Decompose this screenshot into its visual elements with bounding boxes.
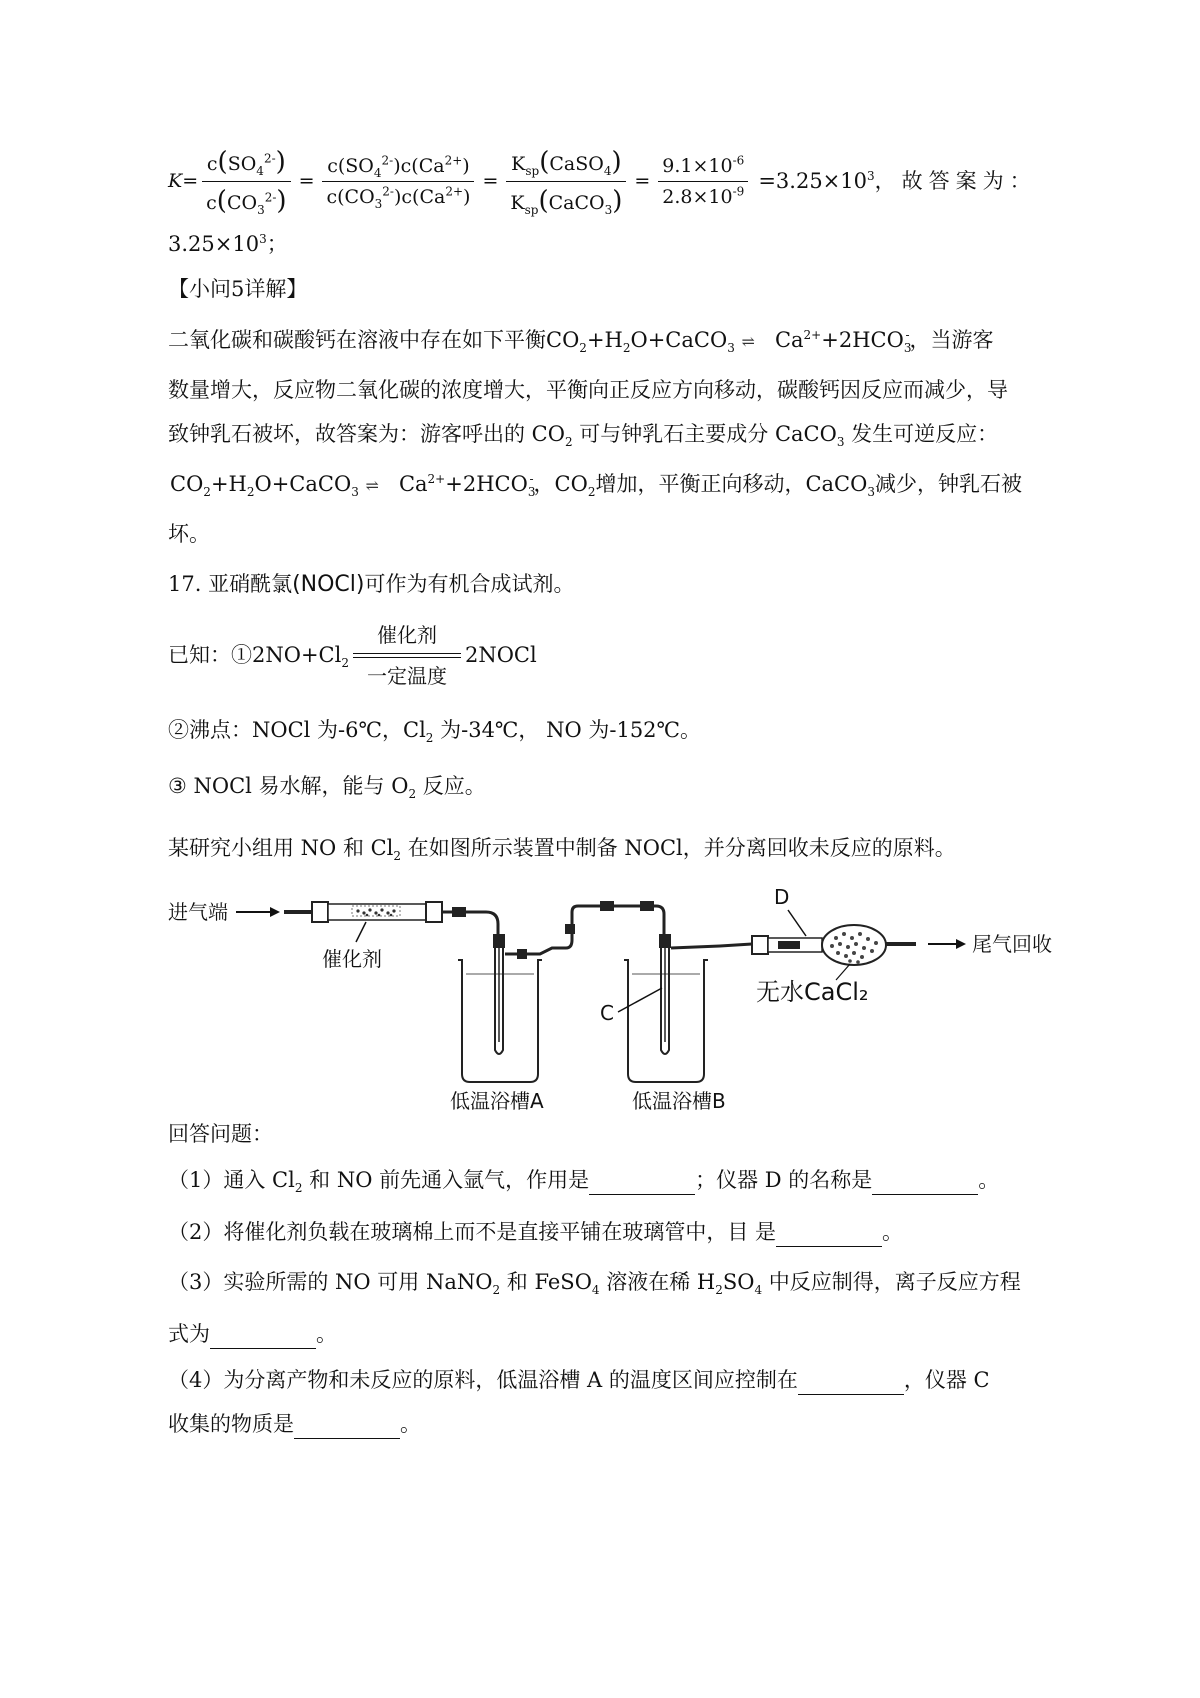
k-label: K=	[168, 170, 199, 192]
inlet-arrow-icon	[236, 907, 280, 917]
question-4-line-2: 收集的物质是 。	[168, 1410, 421, 1439]
k-result: =3.25×10	[758, 169, 867, 193]
question-17-title: 17. 亚硝酰氯(NOCl)可作为有机合成试剂。	[168, 572, 575, 597]
collection-tube-c	[659, 934, 671, 1054]
bath-b-beaker	[624, 960, 708, 1082]
paragraph-line-5: 坏。	[168, 522, 210, 546]
c-label: C	[600, 1001, 614, 1025]
paragraph-line-3: 致钟乳石被坏，故答案为：游客呼出的 $CO_2$ 可与钟乳石主要成分 CaCO$_3$ 发生可逆反应：	[168, 422, 999, 450]
d-label: D	[774, 885, 790, 909]
answer-blank[interactable]	[872, 1166, 978, 1195]
answer-blank[interactable]	[294, 1410, 400, 1439]
inlet-label: 进气端	[168, 900, 228, 924]
bath-b-label: 低温浴槽B	[632, 1089, 726, 1112]
reversible-arrow-icon: ⇌	[365, 476, 379, 495]
equilibrium-equation: $CO_2+H_2O+CaCO_3$ ⇌ $Ca^{2+}+2HCO_3^-$	[546, 328, 912, 356]
answer-blank[interactable]	[589, 1166, 695, 1195]
bath-a-beaker	[458, 960, 542, 1082]
question-1: （1）通入 $Cl_2$ 和 NO 前先通入氩气，作用是 ；仪器 D 的名称是 。	[168, 1168, 1000, 1196]
study-intro: 某研究小组用 NO 和 $Cl_2$ 在如图所示装置中制备 NOCl，并分离回收未反应的原料。	[168, 836, 956, 864]
fraction-ksp: $\frac{K_{sp}(CaSO_4)}{K_{sp}(CaCO_3)}$	[506, 147, 626, 216]
paragraph-line-1: 二氧化碳和碳酸钙在溶液中存在如下平衡$CO_2+H_2O+CaCO_3$ ⇌ $Ca^{2+}+2HCO_3^-$，当游客	[168, 328, 994, 356]
catalyst-tube	[284, 902, 466, 922]
question-2: （2）将催化剂负载在玻璃棉上而不是直接平铺在玻璃管中，目 是 。	[168, 1218, 903, 1247]
question-4: （4）为分离产物和未反应的原料，低温浴槽 A 的温度区间应控制在 ，仪器 C	[168, 1366, 990, 1395]
paragraph-line-4: $CO_2+H_2O+CaCO_3$ ⇌ $Ca^{2+}+2HCO_3^-$，$CO_2$增加，平衡正向移动，CaCO$_3$减少，钟乳石被	[170, 472, 1022, 500]
bath-a-label: 低温浴槽A	[450, 1089, 544, 1112]
drying-tube-d	[752, 925, 916, 965]
answer-blank[interactable]	[776, 1218, 882, 1247]
catalyst-label: 催化剂	[322, 947, 382, 971]
question-3-line-2: 式为 。	[168, 1320, 337, 1349]
answer-blank[interactable]	[798, 1366, 904, 1395]
hydrolysis-note: ③ NOCl 易水解，能与 $O_2$ 反应。	[168, 774, 486, 802]
boiling-points: ②沸点：NOCl 为-6℃，$Cl_2$ 为-34℃， NO 为-152℃。	[168, 718, 702, 746]
questions-intro: 回答问题：	[168, 1122, 273, 1146]
k-answer: $3.25\times 10^3$；	[168, 232, 288, 256]
fraction-so4-co3: $\frac{c(SO_4^{2-})}{c(CO_3^{2-})}$	[202, 147, 290, 216]
answer-blank[interactable]	[210, 1320, 316, 1349]
outlet-label: 尾气回收	[972, 932, 1052, 956]
fraction-concentration-products: $\frac{c(SO_4^{2-})c(Ca^{2+})}{c(CO_3^{2-})c(Ca^{2+})}$	[322, 155, 474, 208]
question-3: （3）实验所需的 NO 可用 NaNO$_2$ 和 FeSO$_4$ 溶液在稀 $H_2SO_4$ 中反应制得，离子反应方程	[168, 1270, 1021, 1298]
collection-tube-a	[493, 934, 505, 1054]
fraction-numeric: $\frac{9.1\times 10^{-6}}{2.8\times 10^{-9}}$	[658, 155, 748, 208]
k-expression: K= $\frac{c(SO_4^{2-})}{c(CO_3^{2-})}$ = $\frac{c(SO_4^{2-})c(Ca^{2+})}{c(CO_3^{2-})c(Ca^{2+})}$ = $\frac{K_{sp}(CaSO_4)}{K_{sp}(CaCO_3)}$ = $\frac{9.1\times 10^{-6}}{2.8\times 10^{-9}}$ $=3.25\times 10^3$，故答案为：	[168, 146, 1037, 217]
apparatus-figure	[160, 882, 1060, 1112]
reaction-condition-arrow: 催化剂 一定温度	[353, 621, 461, 690]
section-heading: 【小问5详解】	[168, 277, 308, 301]
known-reaction: 已知：① 2NO+Cl $_2$ 催化剂 一定温度 2NOCl	[168, 622, 537, 688]
outlet-arrow-icon	[928, 939, 966, 949]
cacl2-label: 无水CaCl₂	[756, 978, 869, 1006]
paragraph-line-2: 数量增大，反应物二氧化碳的浓度增大，平衡向正反应方向移动，碳酸钙因反应而减少，导	[168, 378, 1008, 402]
reversible-arrow-icon: ⇌	[741, 332, 755, 351]
